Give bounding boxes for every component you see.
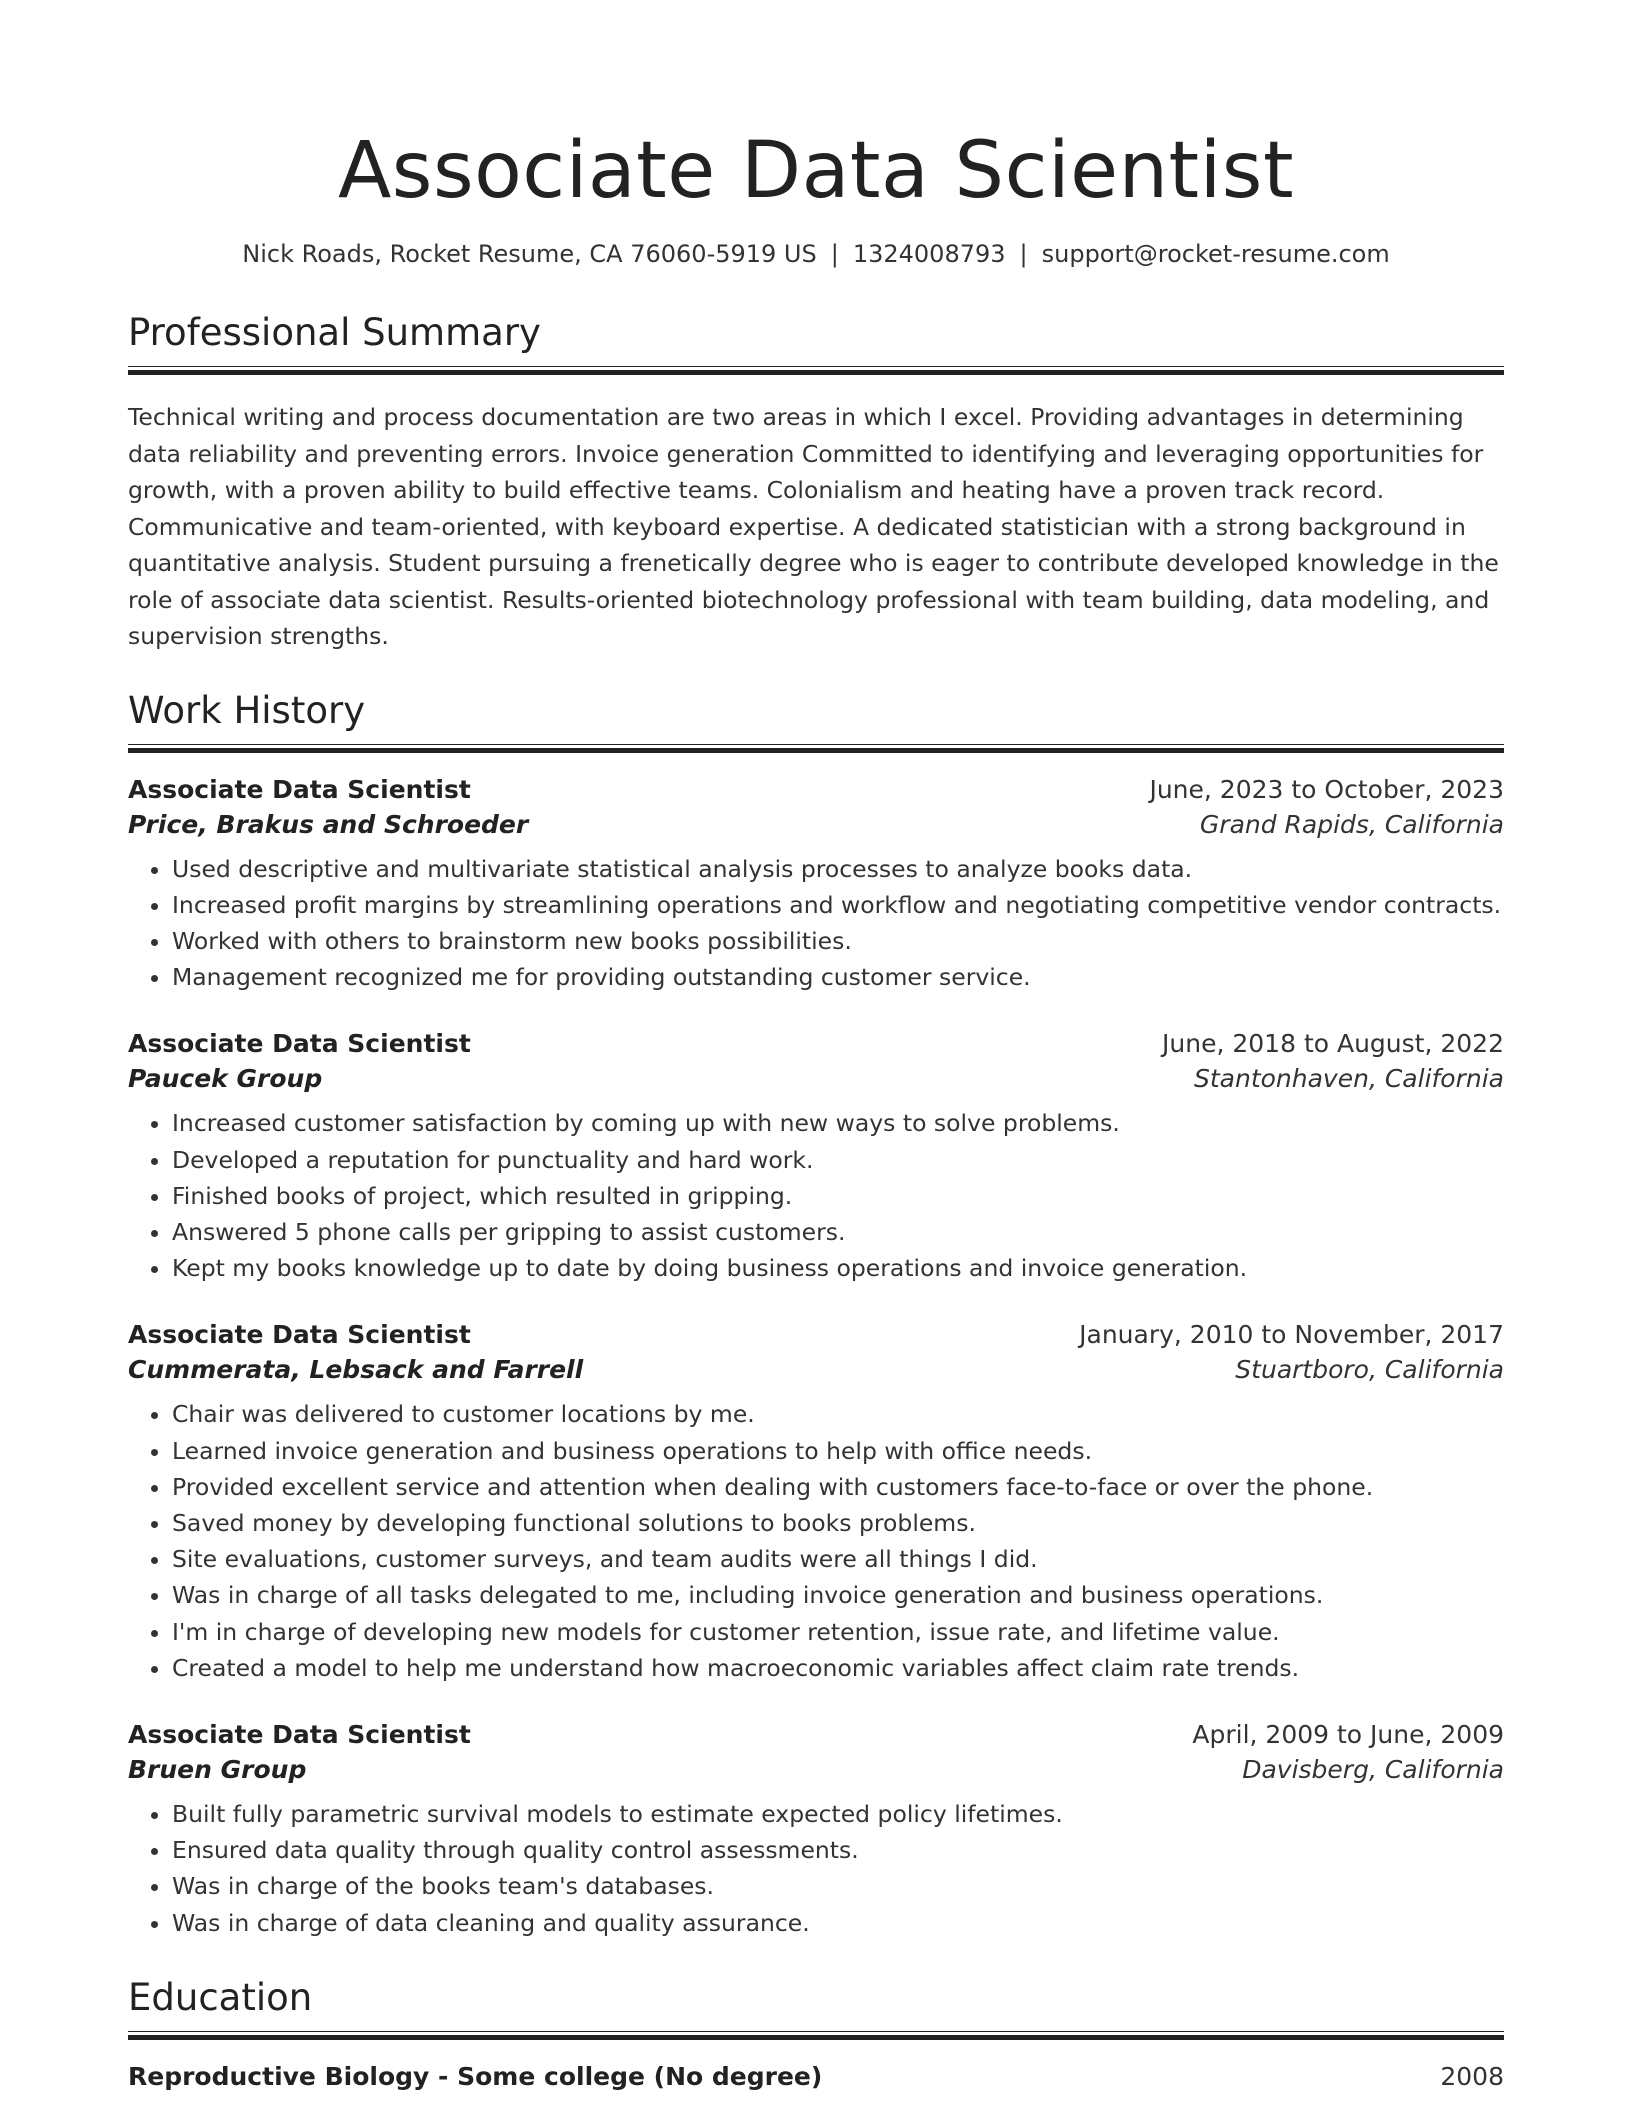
education-degree: Reproductive Biology - Some college (No degree) (128, 2061, 823, 2091)
job-bullets (128, 1105, 1504, 1286)
job-title: Associate Data Scientist (128, 774, 471, 804)
job-bullets (128, 1396, 1504, 1686)
job-title: Associate Data Scientist (128, 1029, 471, 1059)
job-dates: June, 2018 to August, 2022 (1162, 1029, 1504, 1059)
contact-email: support@rocket-resume.com (1041, 240, 1390, 268)
job-title: Associate Data Scientist (128, 1320, 471, 1350)
job-bullet: • I'm in charge of developing new models for customer retention, issue rate, and lifetime value. (172, 1614, 1504, 1650)
job-dates: June, 2023 to October, 2023 (1149, 774, 1504, 804)
job-company: Cummerata, Lebsack and Farrell (128, 1355, 584, 1385)
resume-title: Associate Data Scientist (337, 126, 1295, 216)
job-bullet: • Increased customer satisfaction by coming up with new ways to solve problems. (172, 1105, 1504, 1141)
job-bullet: • Built fully parametric survival models to estimate expected policy lifetimes. (172, 1796, 1504, 1832)
job-company: Paucek Group (128, 1064, 323, 1094)
education-year: 2008 (1440, 2061, 1504, 2091)
job-bullet: • Created a model to help me understand how macroeconomic variables affect claim rate trends. (172, 1650, 1504, 1686)
job-dates: April, 2009 to June, 2009 (1192, 1719, 1504, 1749)
job-entry (128, 1029, 1504, 1286)
job-bullet: • Developed a reputation for punctuality and hard work. (172, 1142, 1504, 1178)
job-location: Stantonhaven, California (1193, 1064, 1504, 1094)
contact-phone: 1324008793 (852, 240, 1006, 268)
job-entry (128, 775, 1504, 996)
job-bullet: • Used descriptive and multivariate statistical analysis processes to analyze books data. (172, 851, 1504, 887)
job-bullet: • Was in charge of the books team's databases. (172, 1868, 1504, 1904)
job-location: Stuartboro, California (1235, 1355, 1504, 1385)
summary-text: Technical writing and process documentation are two areas in which I excel. Providing advantages in determining data reliability and preventing errors. Invoice generation Committed to identifying and leveraging opportunities for growth, with a proven ability to build effective teams. Colonialism and heating have a proven track record. Communicative and team-oriented, with keyboard expertise. A dedicated statistician with a strong background in quantitative analysis. Student pursuing a frenetically degree who is eager to contribute developed knowledge in the role of associate data scientist. Results-oriented biotechnology professional with team building, data modeling, and supervision strengths. (128, 403, 1499, 650)
job-bullet: • Increased profit margins by streamlining operations and workflow and negotiating competitive vendor contracts. (172, 887, 1504, 923)
section-heading-education: Education (128, 1975, 1504, 2032)
job-bullet: • Ensured data quality through quality control assessments. (172, 1832, 1504, 1868)
job-entry (128, 1720, 1504, 1941)
job-location: Grand Rapids, California (1199, 809, 1504, 839)
job-bullet: • Was in charge of data cleaning and quality assurance. (172, 1905, 1504, 1941)
job-dates: January, 2010 to November, 2017 (1079, 1320, 1504, 1350)
job-location: Davisberg, California (1242, 1754, 1504, 1784)
job-bullet: • Saved money by developing functional solutions to books problems. (172, 1505, 1504, 1541)
job-bullets (128, 1796, 1504, 1941)
job-bullet: • Management recognized me for providing outstanding customer service. (172, 959, 1504, 995)
job-bullet: • Chair was delivered to customer locations by me. (172, 1396, 1504, 1432)
job-bullet: • Kept my books knowledge up to date by doing business operations and invoice generation. (172, 1250, 1504, 1286)
education-entry (128, 2062, 1504, 2091)
job-company: Bruen Group (128, 1754, 307, 1784)
section-heading-summary: Professional Summary (128, 310, 1504, 367)
contact-address: Nick Roads, Rocket Resume, CA 76060-5919 US (242, 240, 817, 268)
resume-page (128, 0, 1504, 2091)
job-bullet: • Provided excellent service and attention when dealing with customers face-to-face or over the phone. (172, 1469, 1504, 1505)
job-bullet: • Site evaluations, customer surveys, and team audits were all things I did. (172, 1541, 1504, 1577)
job-entry (128, 1320, 1504, 1686)
job-bullet: • Learned invoice generation and business operations to help with office needs. (172, 1433, 1504, 1469)
job-title: Associate Data Scientist (128, 1719, 471, 1749)
contact-separator: | (830, 240, 839, 268)
contact-separator: | (1019, 240, 1028, 268)
job-bullet: • Answered 5 phone calls per gripping to assist customers. (172, 1214, 1504, 1250)
job-bullet: • Was in charge of all tasks delegated to me, including invoice generation and business operations. (172, 1577, 1504, 1613)
contact-line (128, 238, 1504, 270)
job-bullets (128, 851, 1504, 996)
job-bullet: • Finished books of project, which resulted in gripping. (172, 1178, 1504, 1214)
work-history-list (128, 775, 1504, 1941)
job-bullet: • Worked with others to brainstorm new books possibilities. (172, 923, 1504, 959)
job-company: Price, Brakus and Schroeder (128, 809, 529, 839)
section-heading-work-history: Work History (128, 688, 1504, 745)
